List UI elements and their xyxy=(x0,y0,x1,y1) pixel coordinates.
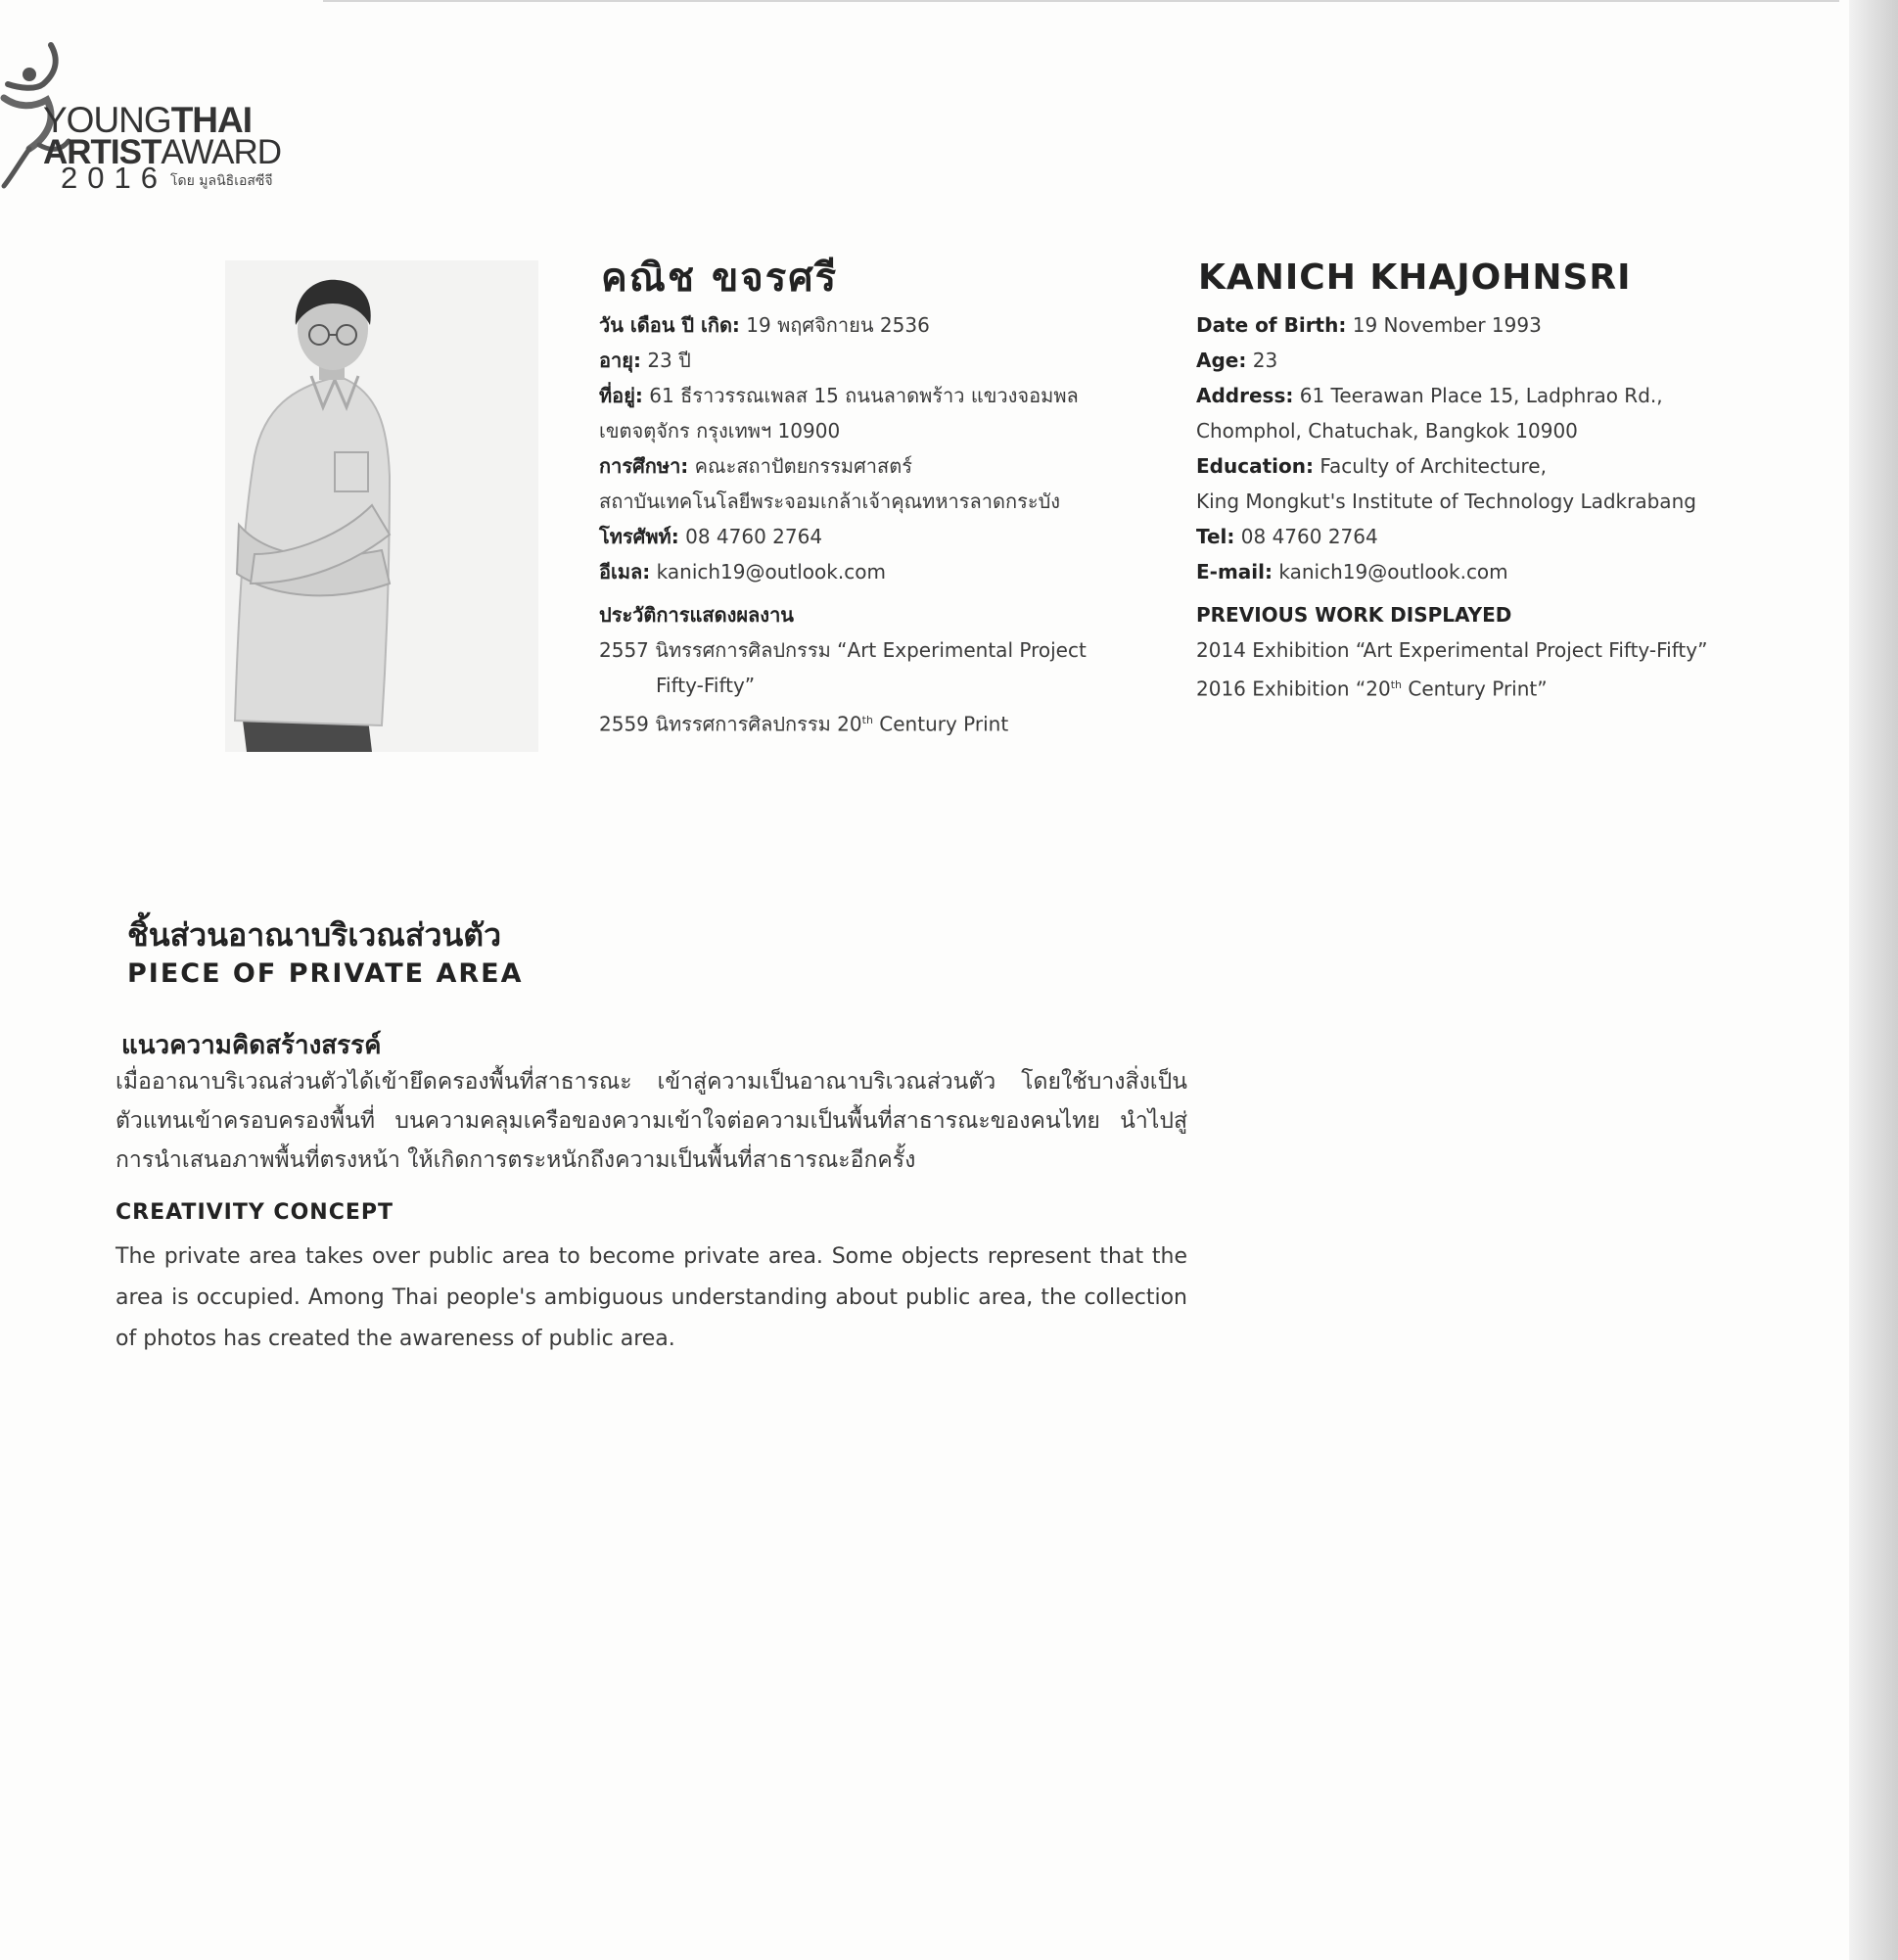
education-label-thai: การศึกษา: xyxy=(599,454,689,478)
education-line2-thai: สถาบันเทคโนโลยีพระจอมเกล้าเจ้าคุณทหารลาดกระบัง xyxy=(599,490,1061,513)
artist-name-thai: คณิช ขจรศรี xyxy=(601,256,839,301)
age-label: Age: xyxy=(1196,349,1247,372)
dob-thai: 19 พฤศจิกายน 2536 xyxy=(746,313,930,337)
email: kanich19@outlook.com xyxy=(1278,560,1508,583)
dob-label-thai: วัน เดือน ปี เกิด: xyxy=(599,313,740,337)
artwork-title-english: PIECE OF PRIVATE AREA xyxy=(127,958,524,989)
email-thai: kanich19@outlook.com xyxy=(656,560,886,583)
email-label-thai: อีเมล: xyxy=(599,560,651,583)
work-superscript: th xyxy=(1390,678,1402,691)
education-label: Education: xyxy=(1196,454,1314,478)
logo-year: 2016 xyxy=(61,161,167,195)
work-text: 2016 Exhibition “20 xyxy=(1196,677,1391,701)
address-line1-thai: 61 ธีราวรรณเพลส 15 ถนนลาดพร้าว แขวงจอมพล xyxy=(649,384,1079,407)
logo-thai: THAI xyxy=(170,100,253,140)
artist-portrait-photo xyxy=(225,260,538,752)
work-year: 2557 xyxy=(599,638,649,662)
work-year: 2559 xyxy=(599,712,649,736)
logo-artist: ARTIST xyxy=(43,133,162,171)
tel: 08 4760 2764 xyxy=(1240,525,1378,548)
work-text-tail: Century Print” xyxy=(1402,677,1548,701)
tel-thai: 08 4760 2764 xyxy=(685,525,823,548)
address-label-thai: ที่อยู่: xyxy=(599,384,643,407)
concept-heading-english: CREATIVITY CONCEPT xyxy=(116,1200,393,1225)
tel-label-thai: โทรศัพท์: xyxy=(599,525,679,548)
work-text: นิทรรศการศิลปกรรม “Art Experimental Project xyxy=(655,638,1087,662)
work-superscript: th xyxy=(861,714,873,726)
logo-byline: โดย มูลนิธิเอสซีจี xyxy=(170,173,273,189)
profile-thai xyxy=(599,257,1147,742)
age-label-thai: อายุ: xyxy=(599,349,641,372)
artist-name-english: KANICH KHAJOHNSRI xyxy=(1198,257,1632,298)
education-line2: King Mongkut's Institute of Technology Ladkrabang xyxy=(1196,490,1696,513)
works-title-thai: ประวัติการแสดงผลงาน xyxy=(599,603,794,627)
tel-label: Tel: xyxy=(1196,525,1235,548)
dob: 19 November 1993 xyxy=(1352,313,1542,337)
page-edge xyxy=(323,0,1839,2)
logo-award: AWARD xyxy=(161,133,282,171)
education-line1: Faculty of Architecture, xyxy=(1319,454,1547,478)
profile-english xyxy=(1196,257,1744,707)
logo-young: YOUNG xyxy=(43,100,171,140)
dob-label: Date of Birth: xyxy=(1196,313,1347,337)
work-item-thai xyxy=(599,632,1147,668)
work-item-cont-thai: Fifty-Fifty” xyxy=(656,674,756,697)
email-label: E-mail: xyxy=(1196,560,1273,583)
address-line1: 61 Teerawan Place 15, Ladphrao Rd., xyxy=(1299,384,1663,407)
work-item-english: 2014 Exhibition “Art Experimental Project Fifty-Fifty” xyxy=(1196,638,1708,662)
works-title-english: PREVIOUS WORK DISPLAYED xyxy=(1196,603,1512,627)
concept-paragraph-english: The private area takes over public area to become private area. Some objects represent that the area is occupied. Among Thai people's ambiguous understanding about public area, the collection of photos has created the awareness of public area. xyxy=(116,1244,1187,1351)
work-text-tail: Century Print xyxy=(872,712,1009,736)
age: 23 xyxy=(1252,349,1278,372)
artwork-title-thai: ชิ้นส่วนอาณาบริเวณส่วนตัว xyxy=(127,916,502,954)
book-spine-shadow xyxy=(1849,0,1898,1960)
concept-paragraph-thai: เมื่ออาณาบริเวณส่วนตัวได้เข้ายึดครองพื้นที่สาธารณะ เข้าสู่ความเป็นอาณาบริเวณส่วนตัว โดยใช้บางสิ่งเป็นตัวแทนเข้าครอบครองพื้นที่ บนความคลุมเครือของความเข้าใจต่อความเป็นพื้นที่สาธารณะของคนไทย นำไปสู่การนำเสนอภาพพื้นที่ตรงหน้า ให้เกิดการตระหนักถึงความเป็นพื้นที่สาธารณะอีกครั้ง xyxy=(116,1069,1187,1173)
work-item-english xyxy=(1196,668,1744,707)
age-thai: 23 ปี xyxy=(647,349,691,372)
work-text: นิทรรศการศิลปกรรม 20 xyxy=(655,712,862,736)
address-line2: Chomphol, Chatuchak, Bangkok 10900 xyxy=(1196,419,1578,443)
young-thai-artist-award-logo xyxy=(0,39,284,196)
address-label: Address: xyxy=(1196,384,1294,407)
address-line2-thai: เขตจตุจักร กรุงเทพฯ 10900 xyxy=(599,419,841,443)
artwork-section xyxy=(116,915,1192,1360)
work-item-thai xyxy=(599,703,1147,742)
education-line1-thai: คณะสถาปัตยกรรมศาสตร์ xyxy=(694,454,912,478)
concept-heading-thai: แนวความคิดสร้างสรรค์ xyxy=(121,1031,382,1060)
